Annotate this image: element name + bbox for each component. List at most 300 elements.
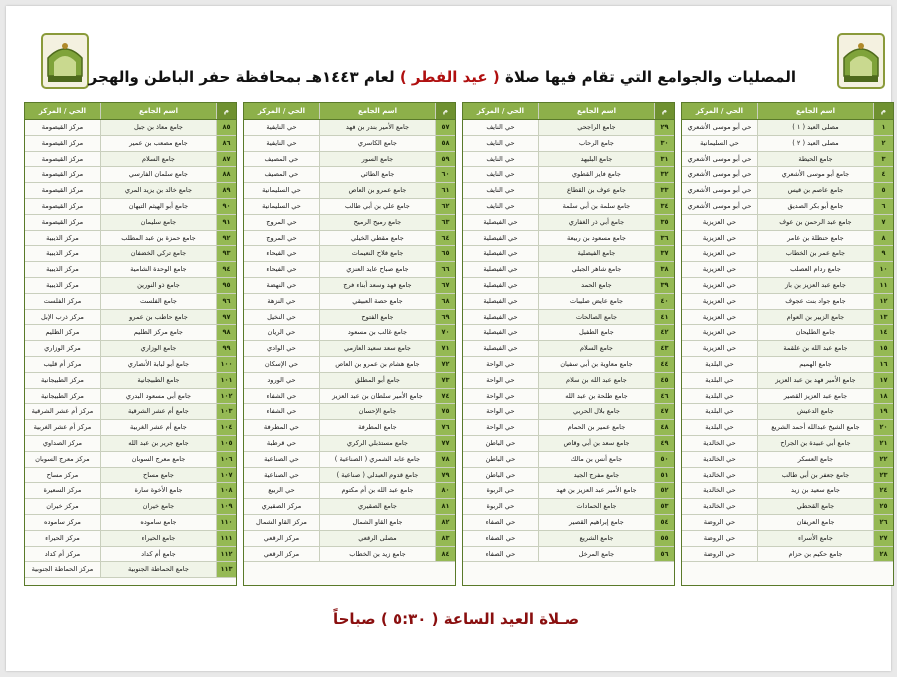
district-name: حي الفيصلية bbox=[483, 249, 518, 258]
mosque-name: جامع مساح bbox=[100, 468, 216, 483]
table-row bbox=[25, 341, 236, 357]
row-number: ٣١ bbox=[654, 152, 674, 167]
header-district: الحي / المركز bbox=[257, 107, 305, 115]
table-row bbox=[25, 468, 236, 484]
table-row bbox=[463, 325, 674, 341]
table-row bbox=[682, 483, 893, 499]
table-row bbox=[682, 389, 893, 405]
table-row bbox=[463, 120, 674, 136]
row-number: ٧٩ bbox=[435, 468, 455, 483]
district-name: حي النايف bbox=[486, 170, 515, 179]
mosque-name: جامع أبو الهيثم التيهان bbox=[100, 199, 216, 214]
mosque-name: جامع عمير بن الحمام bbox=[538, 420, 654, 435]
row-number: ٧٢ bbox=[435, 357, 455, 372]
row-number: ٨٤ bbox=[435, 547, 455, 562]
row-number: ٩٤ bbox=[216, 262, 236, 277]
table-row bbox=[244, 325, 455, 341]
row-number: ١٤ bbox=[873, 325, 893, 340]
table-row bbox=[463, 183, 674, 199]
mosque-name: جامع الهميم bbox=[757, 357, 873, 372]
district-name: حي أبو موسى الأشعري bbox=[687, 201, 752, 210]
mosque-name: مصلى العيد ( ١ ) bbox=[757, 120, 873, 135]
row-number: ١٥ bbox=[873, 341, 893, 356]
row-number: ٨٧ bbox=[216, 152, 236, 167]
document-page bbox=[6, 6, 891, 671]
district-name: حي المطرفة bbox=[263, 423, 299, 432]
row-number: ١٠٣ bbox=[216, 404, 236, 419]
row-number: ٥٧ bbox=[435, 120, 455, 135]
row-number: ١٠١ bbox=[216, 373, 236, 388]
table-row bbox=[244, 136, 455, 152]
district-name: حي الروضة bbox=[703, 517, 736, 526]
row-number: ٢٣ bbox=[873, 468, 893, 483]
table-header-row bbox=[25, 103, 236, 120]
row-number: ٨٦ bbox=[216, 136, 236, 151]
row-number: ١٠٢ bbox=[216, 389, 236, 404]
table-row bbox=[25, 325, 236, 341]
table-row bbox=[25, 499, 236, 515]
district-name: مركز الظليم bbox=[45, 328, 80, 337]
row-number: ١١١ bbox=[216, 531, 236, 546]
row-number: ٢٥ bbox=[873, 499, 893, 514]
district-name: حي العزيزية bbox=[702, 265, 737, 274]
mosque-name: جامع الشريع bbox=[538, 531, 654, 546]
mosque-name: جامع جرير بن عبد الله bbox=[100, 436, 216, 451]
table-row bbox=[244, 183, 455, 199]
district-name: حي أبو موسى الأشعري bbox=[687, 154, 752, 163]
mosque-name: جامع أبي مسعود البدري bbox=[100, 389, 216, 404]
table-row bbox=[25, 231, 236, 247]
table-row bbox=[244, 167, 455, 183]
district-name: حي النهضة bbox=[266, 280, 297, 289]
district-name: حي النخيل bbox=[267, 312, 296, 321]
table-row bbox=[244, 531, 455, 547]
row-number: ٤٠ bbox=[654, 294, 674, 309]
district-name: حي الفيصلية bbox=[483, 296, 518, 305]
district-name: حي الفيحاء bbox=[266, 249, 297, 258]
table-row bbox=[463, 389, 674, 405]
mosque-name: جامع طلحة بن عبد الله bbox=[538, 389, 654, 404]
mosque-name: جامع الصقيري bbox=[319, 499, 435, 514]
row-number: ٤٨ bbox=[654, 420, 674, 435]
table-row bbox=[463, 404, 674, 420]
row-number: ١٠٦ bbox=[216, 452, 236, 467]
mosque-name: جامع ردام العصلب bbox=[757, 262, 873, 277]
row-number: ٥٩ bbox=[435, 152, 455, 167]
row-number: ٨٠ bbox=[435, 483, 455, 498]
district-name: مركز أم عشر الغربية bbox=[33, 423, 92, 432]
district-name: حي أبو موسى الأشعري bbox=[687, 123, 752, 131]
table-row bbox=[682, 404, 893, 420]
table-row bbox=[25, 357, 236, 373]
row-number: ١٢ bbox=[873, 294, 893, 309]
row-number: ٥٥ bbox=[654, 531, 674, 546]
row-number: ٢٠ bbox=[873, 420, 893, 435]
row-number: ٨٩ bbox=[216, 183, 236, 198]
district-name: حي قرطبة bbox=[266, 438, 297, 447]
district-name: حي أبو موسى الأشعري bbox=[687, 186, 752, 195]
mosque-name: جامع الحمد bbox=[538, 278, 654, 293]
table-row bbox=[682, 120, 893, 136]
mosque-name: جامع عبد العزيز القصير bbox=[757, 389, 873, 404]
district-name: حي المروج bbox=[266, 217, 297, 226]
table-row bbox=[682, 246, 893, 262]
district-name: حي الباطن bbox=[485, 470, 516, 479]
district-name: حي الروضة bbox=[703, 533, 736, 542]
mosque-name: جامع فهد وسعد أبناء فرج bbox=[319, 278, 435, 293]
mosque-name: جامع عبد الله بن أم مكتوم bbox=[319, 483, 435, 498]
table-row bbox=[25, 420, 236, 436]
table-row bbox=[244, 152, 455, 168]
district-name: مركز القيصومة bbox=[41, 170, 84, 179]
mosque-name: جامع الإحسان bbox=[319, 404, 435, 419]
mosque-name: جامع الأمير سلطان بن عبد العزيز bbox=[319, 389, 435, 404]
table-row bbox=[25, 167, 236, 183]
header-district: الحي / المركز bbox=[476, 107, 524, 115]
table-row bbox=[682, 183, 893, 199]
table-row bbox=[463, 246, 674, 262]
header-mosque: اسم الجامع bbox=[757, 103, 873, 119]
district-name: مركز القيصومة bbox=[41, 217, 84, 226]
district-name: مركز القيصومة bbox=[41, 123, 84, 131]
table-row bbox=[25, 389, 236, 405]
district-name: حي الوادي bbox=[267, 344, 296, 353]
mosque-name: جامع أم كداد bbox=[100, 547, 216, 562]
district-name: مركز الحماطة الجنوبية bbox=[31, 565, 94, 574]
row-number: ٦٥ bbox=[435, 246, 455, 261]
mosque-name: جامع أنس بن مالك bbox=[538, 452, 654, 467]
mosque-name: جامع أبو موسى الأشعري bbox=[757, 167, 873, 182]
district-name: حي الخالدية bbox=[703, 486, 736, 495]
table-row bbox=[682, 357, 893, 373]
table-row bbox=[244, 547, 455, 563]
header-mosque: اسم الجامع bbox=[100, 103, 216, 119]
table-block bbox=[243, 102, 456, 586]
table-row bbox=[682, 215, 893, 231]
mosque-name: جامع ساموده bbox=[100, 515, 216, 530]
table-row bbox=[244, 389, 455, 405]
row-number: ٦ bbox=[873, 199, 893, 214]
table-row bbox=[244, 436, 455, 452]
mosque-name: جامع الوزاري bbox=[100, 341, 216, 356]
mosque-name: جامع الفلست bbox=[100, 294, 216, 309]
district-name: مركز ساموده bbox=[43, 517, 81, 526]
row-number: ١٧ bbox=[873, 373, 893, 388]
table-row bbox=[25, 262, 236, 278]
mosque-name: جامع عبد العزيز بن باز bbox=[757, 278, 873, 293]
row-number: ١١٠ bbox=[216, 515, 236, 530]
district-name: حي البلدية bbox=[705, 391, 734, 400]
mosque-name: جامع عبد الرحمن بن عوف bbox=[757, 215, 873, 230]
district-name: حي المروج bbox=[266, 233, 297, 242]
mosque-name: جامع ذو النورين bbox=[100, 278, 216, 293]
district-name: حي النزهة bbox=[267, 296, 296, 305]
header-num: م bbox=[873, 103, 893, 119]
row-number: ٧٣ bbox=[435, 373, 455, 388]
table-row bbox=[682, 152, 893, 168]
table-row bbox=[25, 199, 236, 215]
row-number: ١١٢ bbox=[216, 547, 236, 562]
row-number: ٦٧ bbox=[435, 278, 455, 293]
row-number: ٣٤ bbox=[654, 199, 674, 214]
district-name: حي النايف bbox=[486, 123, 515, 131]
table-row bbox=[244, 420, 455, 436]
table-row bbox=[25, 246, 236, 262]
header-district: الحي / المركز bbox=[695, 107, 743, 115]
row-number: ٢٦ bbox=[873, 515, 893, 530]
mosque-name: مصلى الرقعي bbox=[319, 531, 435, 546]
row-number: ٤٢ bbox=[654, 325, 674, 340]
row-number: ٣٥ bbox=[654, 215, 674, 230]
district-name: مركز معرج السوبان bbox=[35, 454, 90, 463]
district-name: حي العزيزية bbox=[702, 217, 737, 226]
district-name: مركز الفلست bbox=[43, 296, 82, 305]
mosque-name: جامع مصعب بن عمير bbox=[100, 136, 216, 151]
table-row bbox=[682, 341, 893, 357]
mosque-name: جامع سعيد بن زيد bbox=[757, 483, 873, 498]
mosque-name: جامع حصة العبيقي bbox=[319, 294, 435, 309]
district-name: مركز الرقعي bbox=[263, 533, 300, 542]
district-name: حي الخالدية bbox=[703, 454, 736, 463]
table-row bbox=[244, 231, 455, 247]
mosque-name: جامع الطفيل bbox=[538, 325, 654, 340]
row-number: ٣٨ bbox=[654, 262, 674, 277]
mosque-name: جامع حمزة بن عبد المطلب bbox=[100, 231, 216, 246]
district-name: حي الفيصلية bbox=[483, 328, 518, 337]
district-name: حي النايف bbox=[486, 138, 515, 147]
table-row bbox=[244, 278, 455, 294]
table-row bbox=[682, 515, 893, 531]
district-name: مركز القيصومة bbox=[41, 186, 84, 195]
table-row bbox=[682, 167, 893, 183]
row-number: ٩٠ bbox=[216, 199, 236, 214]
district-name: حي العزيزية bbox=[702, 233, 737, 242]
table-row bbox=[463, 483, 674, 499]
row-number: ٧ bbox=[873, 215, 893, 230]
mosque-name: جامع خيران bbox=[100, 499, 216, 514]
mosque-name: جامع مفرج الجيد bbox=[538, 468, 654, 483]
table-row bbox=[463, 515, 674, 531]
table-row bbox=[463, 420, 674, 436]
row-number: ٣٣ bbox=[654, 183, 674, 198]
mosques-table bbox=[24, 102, 894, 586]
row-number: ١٩ bbox=[873, 404, 893, 419]
row-number: ٩٩ bbox=[216, 341, 236, 356]
mosque-name: جامع الرحاب bbox=[538, 136, 654, 151]
mosque-name: جامع الفتوح bbox=[319, 310, 435, 325]
mosque-name: جامع معاوية بن أبي سفيان bbox=[538, 357, 654, 372]
district-name: مركز أم كداد bbox=[44, 549, 81, 558]
row-number: ٥٦ bbox=[654, 547, 674, 562]
district-name: حي البلدية bbox=[705, 375, 734, 384]
district-name: مركز خيران bbox=[46, 502, 79, 511]
title-highlight: ( عيد الفطر ) bbox=[399, 68, 500, 86]
mosque-emblem-icon bbox=[836, 32, 886, 90]
district-name: مركز القيصومة bbox=[41, 201, 84, 210]
table-row bbox=[244, 199, 455, 215]
table-row bbox=[682, 325, 893, 341]
row-number: ٦٢ bbox=[435, 199, 455, 214]
mosque-name: جامع السلام bbox=[538, 341, 654, 356]
row-number: ٢٧ bbox=[873, 531, 893, 546]
table-row bbox=[244, 341, 455, 357]
table-row bbox=[682, 468, 893, 484]
mosque-name: جامع الأمير بندر بن فهد bbox=[319, 120, 435, 135]
district-name: حي الروضة bbox=[703, 549, 736, 558]
district-name: حي الصناعية bbox=[264, 454, 299, 463]
table-row bbox=[244, 499, 455, 515]
row-number: ١٠٧ bbox=[216, 468, 236, 483]
row-number: ٢٩ bbox=[654, 120, 674, 135]
row-number: ٦٤ bbox=[435, 231, 455, 246]
table-row bbox=[244, 452, 455, 468]
mosque-name: جامع قدوم العبدلي ( صناعية ) bbox=[319, 468, 435, 483]
row-number: ١٦ bbox=[873, 357, 893, 372]
row-number: ١٠٨ bbox=[216, 483, 236, 498]
district-name: حي الفيصلية bbox=[483, 217, 518, 226]
table-row bbox=[682, 136, 893, 152]
mosque-name: جامع أبي ذر الغفاري bbox=[538, 215, 654, 230]
row-number: ٩٦ bbox=[216, 294, 236, 309]
table-row bbox=[682, 452, 893, 468]
row-number: ١١ bbox=[873, 278, 893, 293]
table-header-row bbox=[463, 103, 674, 120]
mosque-name: جامع مستذبلي الركري bbox=[319, 436, 435, 451]
row-number: ٩١ bbox=[216, 215, 236, 230]
row-number: ٥٢ bbox=[654, 483, 674, 498]
header-mosque: اسم الجامع bbox=[319, 103, 435, 119]
mosque-name: جامع أم عشر الغربية bbox=[100, 420, 216, 435]
mosque-name: جامع عاصم بن قيس bbox=[757, 183, 873, 198]
district-name: حي الواحة bbox=[486, 423, 515, 432]
table-row bbox=[682, 436, 893, 452]
district-name: حي العزيزية bbox=[702, 280, 737, 289]
table-row bbox=[244, 404, 455, 420]
table-row bbox=[682, 262, 893, 278]
row-number: ٧٦ bbox=[435, 420, 455, 435]
mosque-name: جامع العسكر bbox=[757, 452, 873, 467]
table-row bbox=[682, 420, 893, 436]
header-num: م bbox=[654, 103, 674, 119]
table-row bbox=[25, 136, 236, 152]
table-row bbox=[463, 436, 674, 452]
district-name: حي البلدية bbox=[705, 407, 734, 416]
mosque-name: جامع الوحدة الشامية bbox=[100, 262, 216, 277]
table-row bbox=[25, 294, 236, 310]
district-name: حي السليمانية bbox=[700, 138, 739, 147]
district-name: حي الربوة bbox=[486, 486, 515, 495]
row-number: ٢١ bbox=[873, 436, 893, 451]
mosque-name: جامع معرج السوبان bbox=[100, 452, 216, 467]
table-block bbox=[462, 102, 675, 586]
row-number: ٧٤ bbox=[435, 389, 455, 404]
mosque-name: جامع الحمادات bbox=[538, 499, 654, 514]
district-name: مركز الرقعي bbox=[263, 549, 300, 558]
title-part-1: المصليات والجوامع التي تقام فيها صلاة bbox=[504, 68, 796, 86]
district-name: حي العزيزية bbox=[702, 344, 737, 353]
table-row bbox=[25, 562, 236, 578]
row-number: ١٠٩ bbox=[216, 499, 236, 514]
district-name: حي الإسكان bbox=[264, 359, 299, 368]
row-number: ٧٥ bbox=[435, 404, 455, 419]
table-row bbox=[682, 531, 893, 547]
table-header-row bbox=[682, 103, 893, 120]
page-title bbox=[88, 68, 796, 94]
header-district: الحي / المركز bbox=[38, 107, 86, 115]
table-row bbox=[463, 310, 674, 326]
table-row bbox=[463, 152, 674, 168]
district-name: مركز الصقيري bbox=[261, 502, 302, 511]
mosque-name: جامع معاذ بن جبل bbox=[100, 120, 216, 135]
district-name: حي الخالدية bbox=[703, 438, 736, 447]
mosque-name: جامع أبو بكر الصديق bbox=[757, 199, 873, 214]
row-number: ٤١ bbox=[654, 310, 674, 325]
row-number: ٥٠ bbox=[654, 452, 674, 467]
district-name: حي الواحة bbox=[486, 359, 515, 368]
district-name: مركز الطبيجانية bbox=[41, 375, 84, 384]
row-number: ٥٨ bbox=[435, 136, 455, 151]
mosque-name: جامع البليهد bbox=[538, 152, 654, 167]
table-row bbox=[25, 483, 236, 499]
district-name: حي البلدية bbox=[705, 359, 734, 368]
mosque-name: جامع الدعيش bbox=[757, 404, 873, 419]
district-name: حي السليمانية bbox=[262, 201, 301, 210]
district-name: حي الشفاء bbox=[266, 391, 297, 400]
row-number: ٢٢ bbox=[873, 452, 893, 467]
row-number: ١ bbox=[873, 120, 893, 135]
row-number: ٩٨ bbox=[216, 325, 236, 340]
district-name: حي الفيصلية bbox=[483, 265, 518, 274]
mosque-name: جامع الشيخ عبدالله أحمد الشريع bbox=[757, 420, 873, 435]
district-name: حي الفيصلية bbox=[483, 280, 518, 289]
table-row bbox=[463, 167, 674, 183]
mosque-name: جامع عوف بن القطاع bbox=[538, 183, 654, 198]
district-name: مركز مساح bbox=[46, 470, 79, 479]
district-name: حي الصفاء bbox=[485, 517, 516, 526]
table-row bbox=[463, 278, 674, 294]
mosque-name: جامع القاو الشمال bbox=[319, 515, 435, 530]
district-name: حي الربيع bbox=[268, 486, 295, 495]
district-name: مركز الذيبية bbox=[46, 233, 79, 242]
table-row bbox=[244, 215, 455, 231]
table-row bbox=[244, 357, 455, 373]
district-name: حي الخالدية bbox=[703, 470, 736, 479]
mosque-name: جامع الأخوة سارة bbox=[100, 483, 216, 498]
district-name: حي الفيصلية bbox=[483, 233, 518, 242]
mosque-name: جامع أبو المطلق bbox=[319, 373, 435, 388]
mosque-name: جامع رميح الرميح bbox=[319, 215, 435, 230]
mosque-emblem-icon bbox=[40, 32, 90, 90]
district-name: مركز أم عشر الشرقية bbox=[31, 407, 94, 416]
district-name: حي الربوة bbox=[486, 502, 515, 511]
mosque-name: جامع حكيم بن حزام bbox=[757, 547, 873, 562]
district-name: حي الباطن bbox=[485, 454, 516, 463]
district-name: حي الصناعية bbox=[264, 470, 299, 479]
prayer-time-note: صـلاة العيد الساعة ( ٥:٣٠ ) صباحاً bbox=[332, 610, 580, 628]
mosque-name: جامع جواد بنت عجوف bbox=[757, 294, 873, 309]
district-name: مركز الذيبية bbox=[46, 265, 79, 274]
mosque-name: جامع سلمان الفارسي bbox=[100, 167, 216, 182]
header-mosque: اسم الجامع bbox=[538, 103, 654, 119]
row-number: ١٠٥ bbox=[216, 436, 236, 451]
district-name: حي المصيف bbox=[264, 170, 299, 179]
table-row bbox=[682, 499, 893, 515]
mosque-name: جامع الأمير فهد بن عبد العزيز bbox=[757, 373, 873, 388]
mosque-name: جامع السلام bbox=[100, 152, 216, 167]
row-number: ٤٣ bbox=[654, 341, 674, 356]
table-row bbox=[463, 452, 674, 468]
row-number: ٥٣ bbox=[654, 499, 674, 514]
